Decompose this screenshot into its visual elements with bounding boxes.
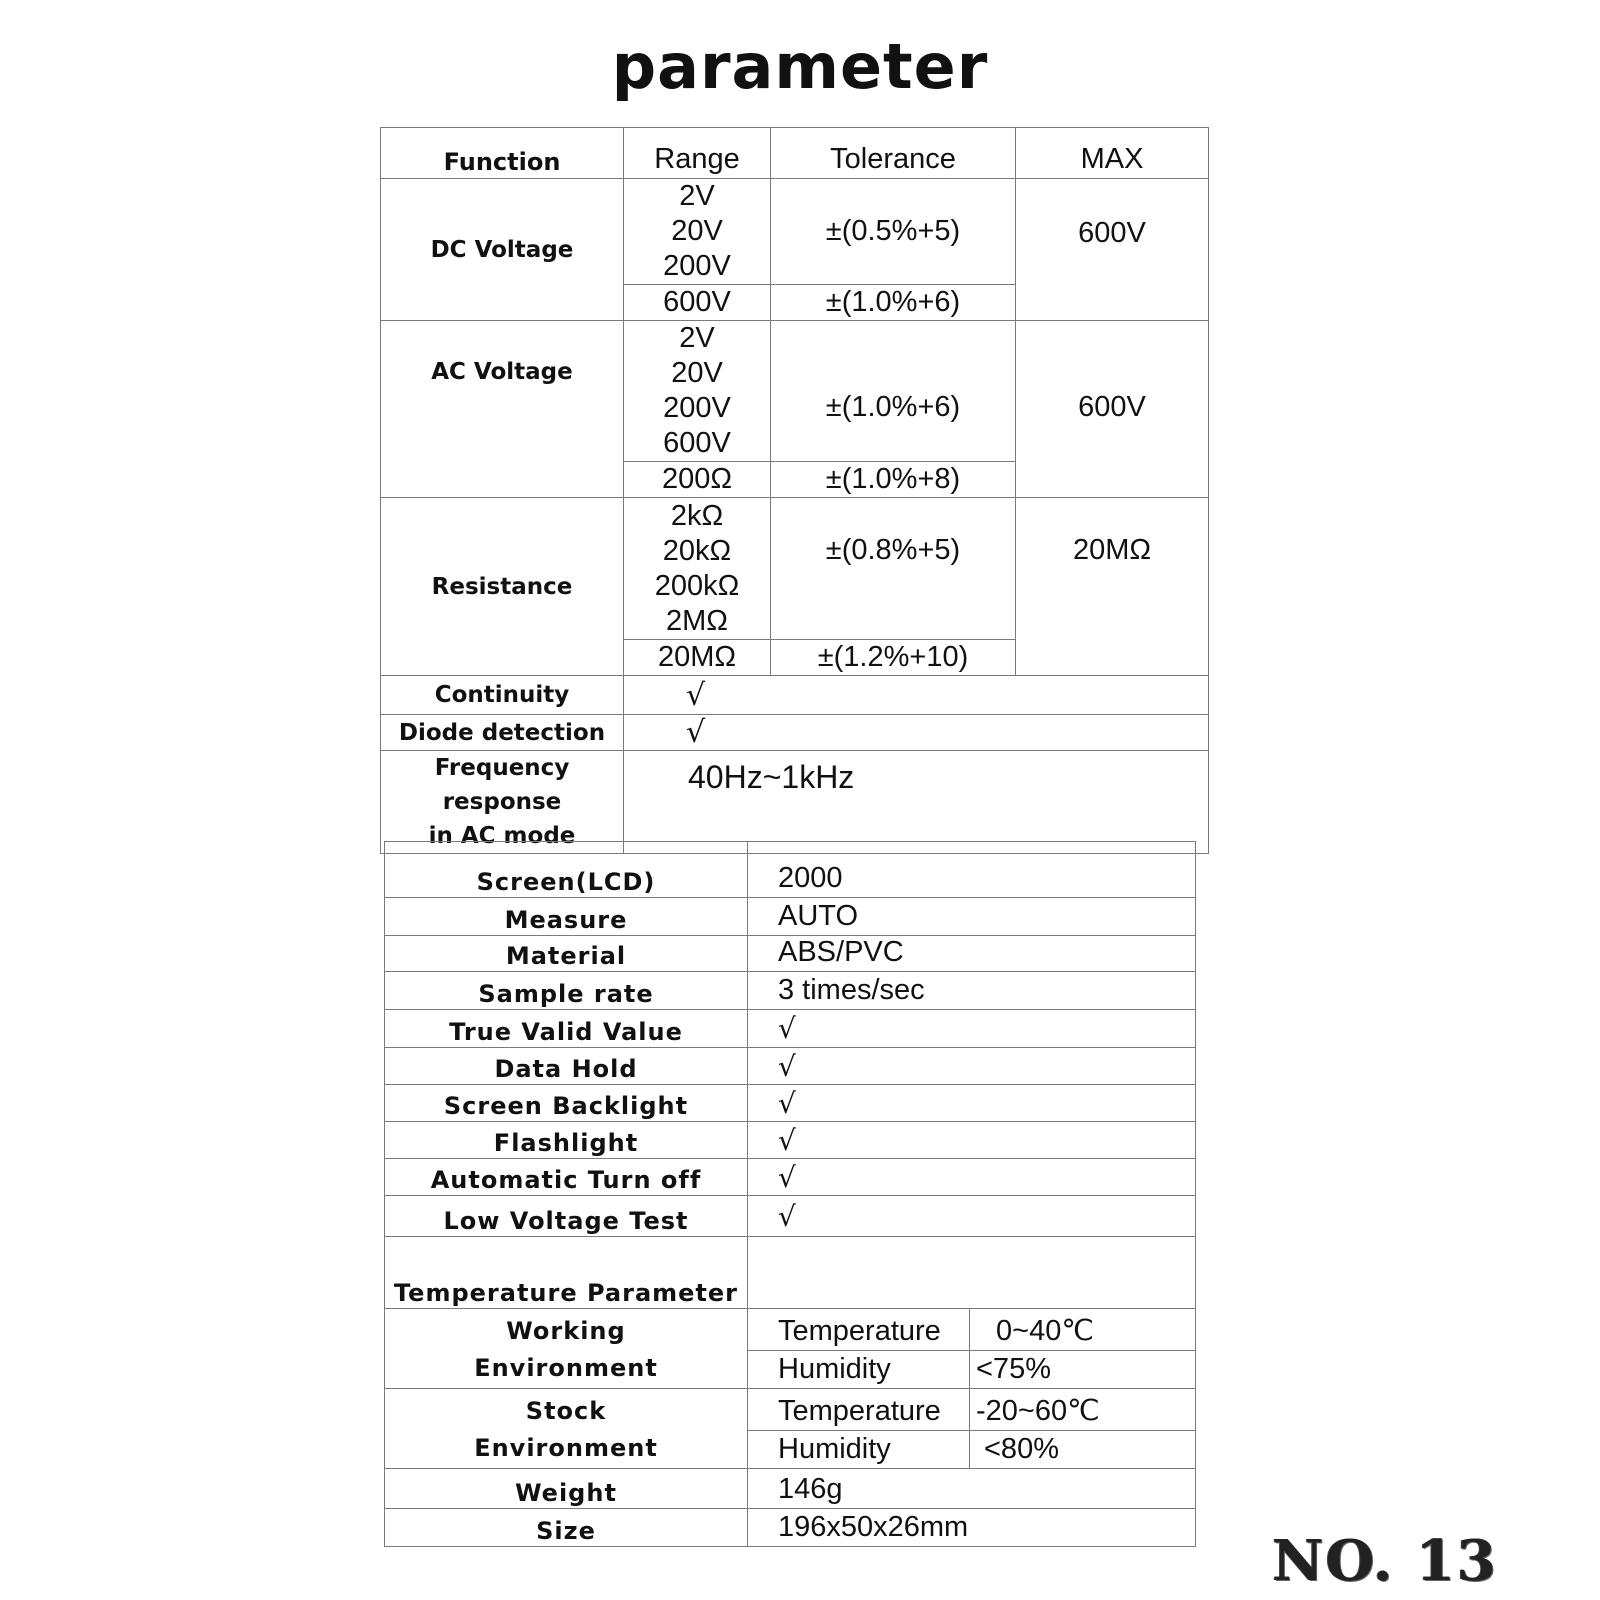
table-row xyxy=(381,676,1209,715)
measure-value: AUTO xyxy=(748,898,1196,936)
resistance-tolerance-1: ±(0.8%+5) xyxy=(771,498,1016,640)
auto-off-label: Automatic Turn off xyxy=(385,1159,748,1196)
table-row xyxy=(385,898,1196,936)
table-row xyxy=(381,179,1209,285)
number-stamp: NO. 13 xyxy=(1272,1528,1498,1594)
material-label: Material xyxy=(385,936,748,972)
resistance-tolerance-2: ±(1.2%+10) xyxy=(771,640,1016,676)
table-row xyxy=(381,715,1209,751)
diode-check-icon: √ xyxy=(624,715,1209,751)
dc-voltage-max: 600V xyxy=(1016,179,1209,321)
temperature-parameter-label: Temperature Parameter xyxy=(385,1237,748,1309)
table-row xyxy=(385,1196,1196,1237)
table-row xyxy=(385,1122,1196,1159)
true-valid-check-icon: √ xyxy=(748,1010,1196,1048)
diode-detection-label: Diode detection xyxy=(381,715,624,751)
ac-voltage-tolerance-2: ±(1.0%+8) xyxy=(771,462,1016,498)
ac-voltage-range-2: 200Ω xyxy=(624,462,771,498)
temperature-parameter-value xyxy=(748,1237,1196,1309)
low-voltage-label: Low Voltage Test xyxy=(385,1196,748,1237)
table-row xyxy=(385,936,1196,972)
working-humidity-value: <75% xyxy=(970,1351,1196,1389)
backlight-check-icon: √ xyxy=(748,1085,1196,1122)
continuity-label: Continuity xyxy=(381,676,624,715)
data-hold-check-icon: √ xyxy=(748,1048,1196,1085)
frequency-response-label: Frequency response in AC mode xyxy=(381,751,624,854)
stock-humidity-value: <80% xyxy=(970,1431,1196,1469)
backlight-label: Screen Backlight xyxy=(385,1085,748,1122)
working-temperature-value: 0~40℃ xyxy=(970,1309,1196,1351)
table-row xyxy=(385,1085,1196,1122)
working-environment-label: Working Environment xyxy=(385,1309,748,1389)
spec-table xyxy=(380,127,1209,854)
material-value: ABS/PVC xyxy=(748,936,1196,972)
working-temperature-label: Temperature xyxy=(748,1309,970,1351)
table-row xyxy=(385,1509,1196,1547)
table-row xyxy=(385,1237,1196,1309)
stock-temperature-value: -20~60℃ xyxy=(970,1389,1196,1431)
dc-voltage-range-2: 600V xyxy=(624,285,771,321)
table-row xyxy=(385,842,1196,898)
true-valid-label: True Valid Value xyxy=(385,1010,748,1048)
resistance-max: 20MΩ xyxy=(1016,498,1209,676)
table-row xyxy=(385,972,1196,1010)
header-range: Range xyxy=(624,128,771,179)
screen-label: Screen(LCD) xyxy=(385,842,748,898)
table-row xyxy=(385,1309,1196,1351)
resistance-range-1: 2kΩ 20kΩ 200kΩ 2MΩ xyxy=(624,498,771,640)
table-row xyxy=(381,321,1209,462)
size-value: 196x50x26mm xyxy=(748,1509,1196,1547)
table-row xyxy=(385,1389,1196,1431)
ac-voltage-max: 600V xyxy=(1016,321,1209,498)
ac-voltage-range-1: 2V 20V 200V 600V xyxy=(624,321,771,462)
header-tolerance: Tolerance xyxy=(771,128,1016,179)
flashlight-label: Flashlight xyxy=(385,1122,748,1159)
measure-label: Measure xyxy=(385,898,748,936)
dc-voltage-range-1: 2V 20V 200V xyxy=(624,179,771,285)
ac-voltage-label: AC Voltage xyxy=(381,321,624,498)
header-function: Function xyxy=(381,128,624,179)
table-row xyxy=(385,1159,1196,1196)
header-max: MAX xyxy=(1016,128,1209,179)
dc-voltage-tolerance-2: ±(1.0%+6) xyxy=(771,285,1016,321)
stock-temperature-label: Temperature xyxy=(748,1389,970,1431)
table-row xyxy=(385,1048,1196,1085)
table-header-row xyxy=(381,128,1209,179)
flashlight-check-icon: √ xyxy=(748,1122,1196,1159)
continuity-check-icon: √ xyxy=(624,676,1209,715)
data-hold-label: Data Hold xyxy=(385,1048,748,1085)
dc-voltage-label: DC Voltage xyxy=(381,179,624,321)
stock-environment-label: Stock Environment xyxy=(385,1389,748,1469)
features-table xyxy=(384,841,1196,1547)
weight-value: 146g xyxy=(748,1469,1196,1509)
table-row xyxy=(385,1010,1196,1048)
sample-rate-value: 3 times/sec xyxy=(748,972,1196,1010)
resistance-range-2: 20MΩ xyxy=(624,640,771,676)
ac-voltage-tolerance-1: ±(1.0%+6) xyxy=(771,321,1016,462)
weight-label: Weight xyxy=(385,1469,748,1509)
table-row xyxy=(385,1469,1196,1509)
auto-off-check-icon: √ xyxy=(748,1159,1196,1196)
resistance-label: Resistance xyxy=(381,498,624,676)
dc-voltage-tolerance-1: ±(0.5%+5) xyxy=(771,179,1016,285)
stock-humidity-label: Humidity xyxy=(748,1431,970,1469)
working-humidity-label: Humidity xyxy=(748,1351,970,1389)
table-row xyxy=(381,751,1209,854)
frequency-response-value: 40Hz~1kHz xyxy=(624,751,1209,854)
sample-rate-label: Sample rate xyxy=(385,972,748,1010)
page-title: parameter xyxy=(611,30,989,103)
size-label: Size xyxy=(385,1509,748,1547)
low-voltage-check-icon: √ xyxy=(748,1196,1196,1237)
table-row xyxy=(381,498,1209,640)
screen-value: 2000 xyxy=(748,842,1196,898)
